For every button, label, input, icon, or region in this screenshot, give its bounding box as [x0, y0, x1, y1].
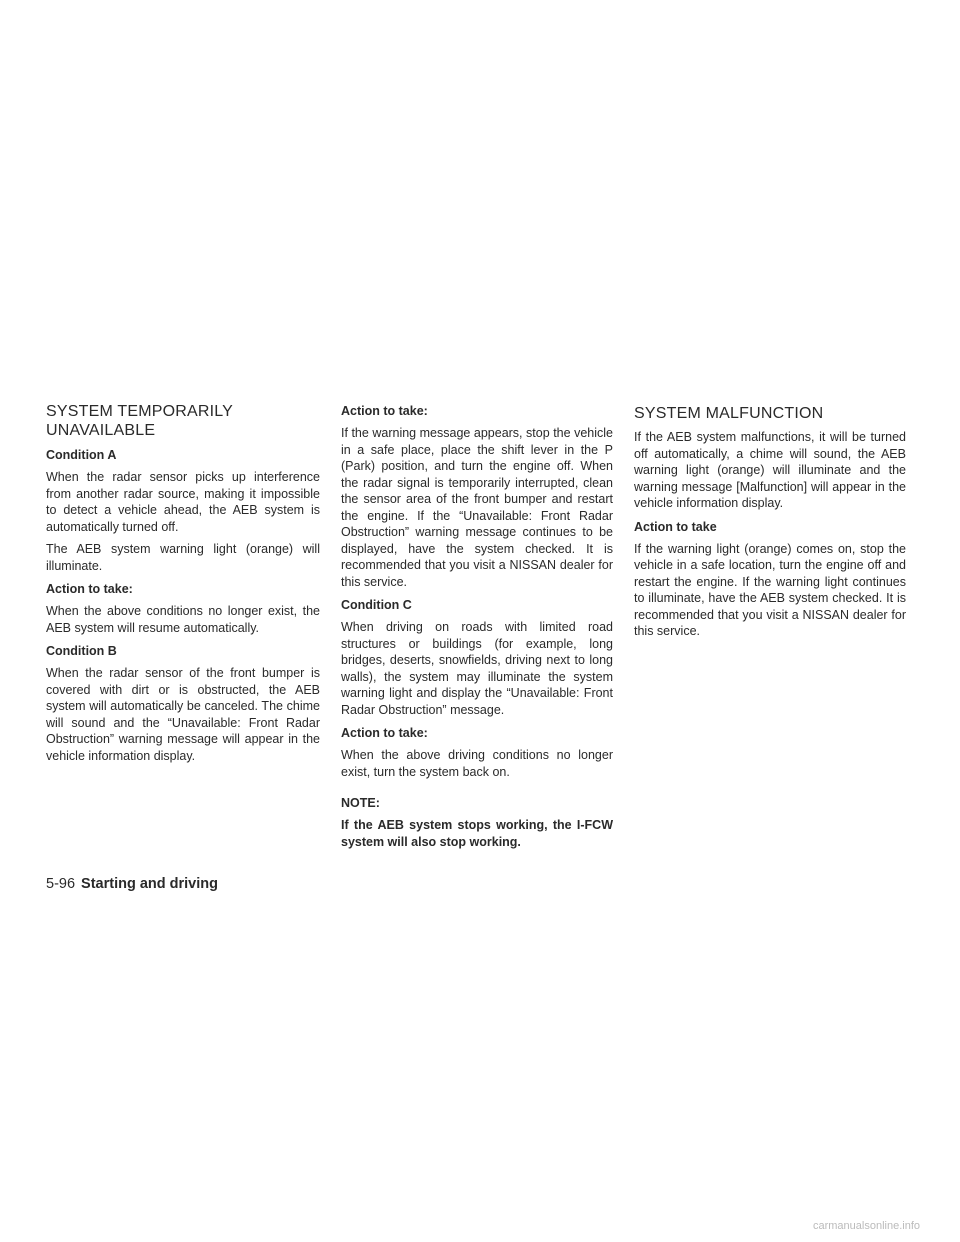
note-title: NOTE:: [341, 796, 380, 810]
malfunction-action-paragraph: If the warning light (orange) comes on, stop the vehicle in a safe location, turn the engine off and restart the engine. If the warning light continues to illuminate, have the AEB system checked. It is recommended that you visit a NISSAN dealer for this service.: [634, 541, 906, 638]
malfunction-paragraph: If the AEB system malfunctions, it will be turned off automatically, a chime will sound, the AEB warning light (orange) will illuminate and the warning message [Malfunction] will appear in the vehicle information display.: [634, 430, 906, 510]
action-b-title: Action to take:: [341, 404, 428, 418]
condition-b-paragraph: When the radar sensor of the front bumper is covered with dirt or is obstructed, the AEB system will automatically be canceled. The chime will sound and the “Unavailable: Front Radar Obstruction” warning message will appear in the vehicle information display.: [46, 666, 320, 763]
action-a-paragraph: When the above conditions no longer exist, the AEB system will resume automatically.: [46, 604, 320, 635]
action-b-paragraph: If the warning message appears, stop the vehicle in a safe place, place the shift lever in the P (Park) position, and turn the engine off. When the radar signal is temporarily interrupted, clean the sensor area of the front bumper and restart the engine. If the “Unavailable: Front Radar Obstruction” warning message continues to be displayed, have the system checked. It is recommended that you visit a NISSAN dealer for this service.: [341, 426, 613, 589]
action-c-title: Action to take:: [341, 726, 428, 740]
condition-b-title: Condition B: [46, 644, 117, 658]
page-number: 5-96: [46, 876, 76, 892]
page-footer: [46, 876, 218, 892]
section-heading-malfunction: SYSTEM MALFUNCTION: [634, 405, 824, 422]
malfunction-action-title: Action to take: [634, 519, 717, 534]
section-heading-temporarily-unavailable: SYSTEM TEMPORARILY UNAVAILABLE: [46, 403, 234, 439]
right-column: [634, 402, 906, 646]
note-paragraph: If the AEB system stops working, the I-FCW system will also stop working.: [341, 818, 613, 849]
section-name: Starting and driving: [81, 876, 218, 892]
condition-a-paragraph-2: The AEB system warning light (orange) will illuminate.: [46, 542, 320, 573]
watermark: carmanualsonline.info: [812, 1220, 920, 1232]
left-column: [46, 402, 320, 770]
action-c-paragraph: When the above driving conditions no longer exist, turn the system back on.: [341, 748, 613, 779]
condition-c-paragraph: When driving on roads with limited road structures or buildings (for example, long bridges, deserts, snowfields, driving next to long walls), the system may illuminate the system warning light and display the “Unavailable: Front Radar Obstruction” message.: [341, 620, 613, 717]
condition-a-title: Condition A: [46, 448, 117, 462]
middle-column: [341, 402, 613, 856]
condition-a-paragraph-1: When the radar sensor picks up interference from another radar source, making it impossible to detect a vehicle ahead, the AEB system is automatically turned off.: [46, 470, 320, 534]
condition-c-title: Condition C: [341, 598, 412, 612]
action-a-title: Action to take:: [46, 582, 133, 596]
